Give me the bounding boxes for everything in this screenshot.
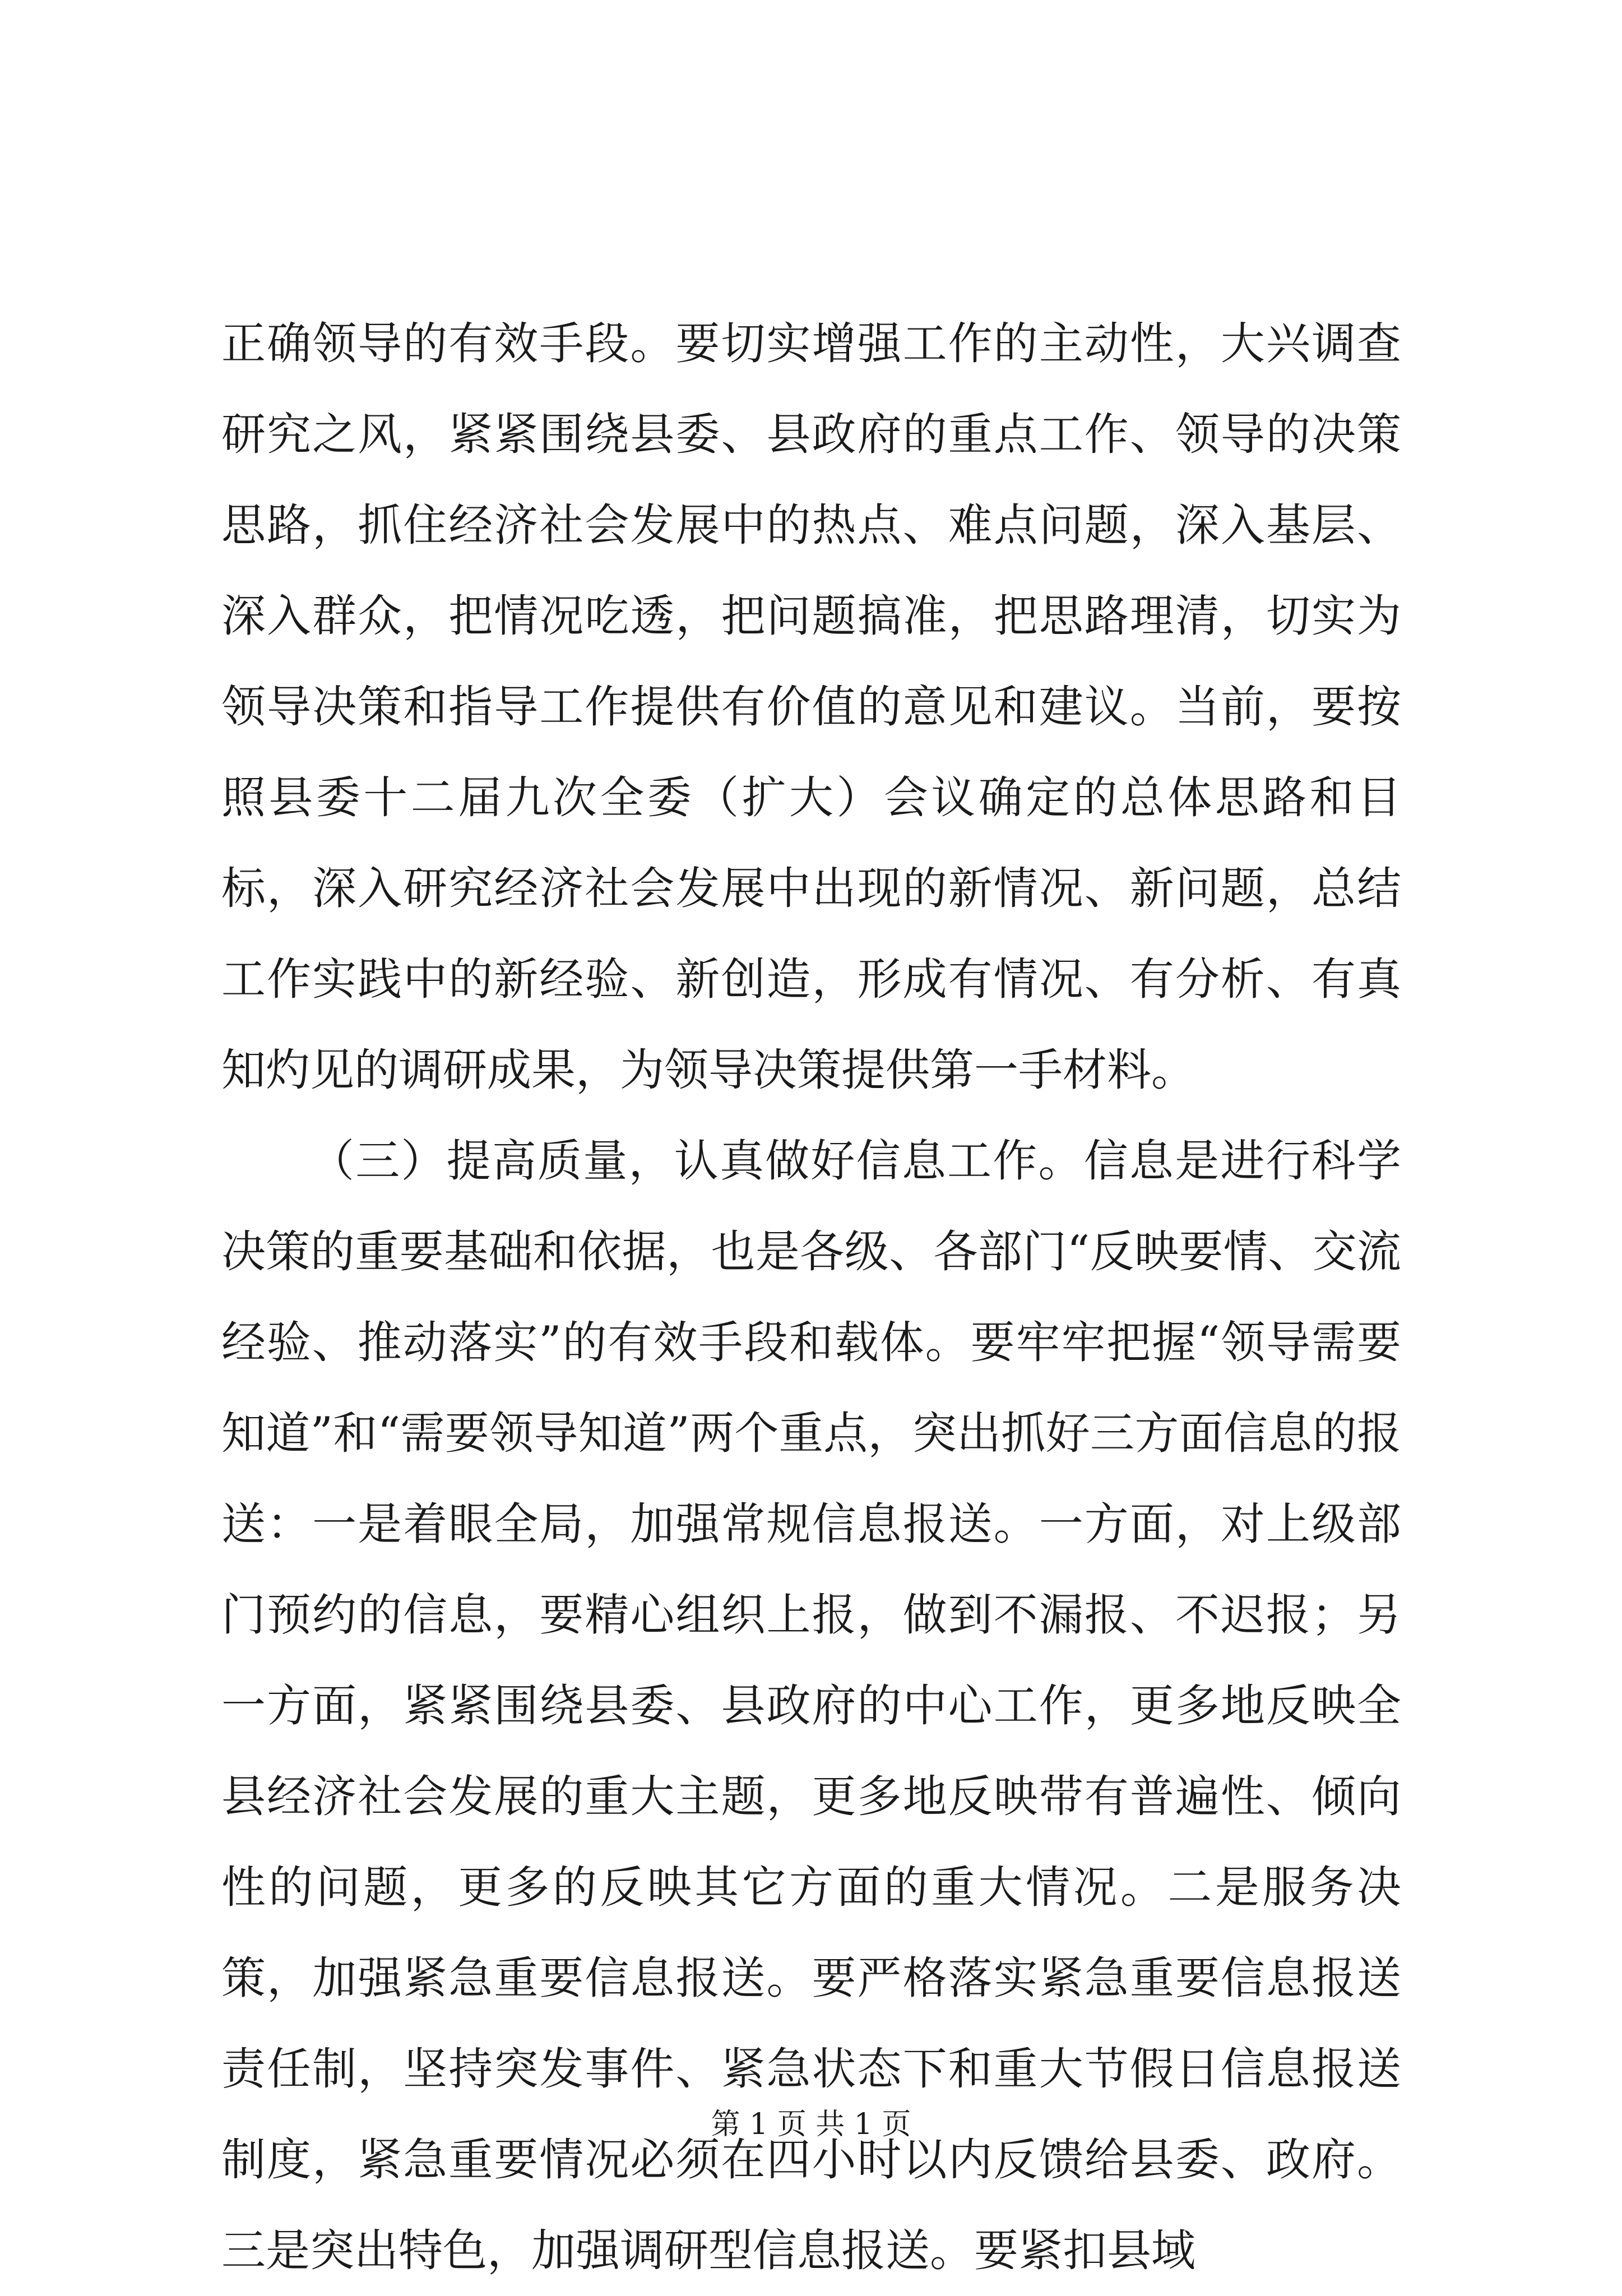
document-body [221, 298, 1401, 2296]
paragraph-2: （三）提高质量，认真做好信息工作。信息是进行科学决策的重要基础和依据，也是各级、各部门“反映要情、交流经验、推动落实”的有效手段和载体。要牢牢把握“领导需要知道”和“需要领导知道”两个重点，突出抓好三方面信息的报送：一是着眼全局，加强常规信息报送。一方面，对上级部门预约的信息，要精心组织上报，做到不漏报、不迟报；另一方面，紧紧围绕县委、县政府的中心工作，更多地反映全县经济社会发展的重大主题，更多地反映带有普遍性、倾向性的问题，更多的反映其它方面的重大情况。二是服务决策，加强紧急重要信息报送。要严格落实紧急重要信息报送责任制，坚持突发事件、紧急状态下和重大节假日信息报送制度，紧急重要情况必须在四小时以内反馈给县委、政府。三是突出特色，加强调研型信息报送。要紧扣县域 [221, 1135, 1401, 2276]
page-footer: 第 1 页 共 1 页 [711, 2108, 911, 2141]
paragraph-1: 正确领导的有效手段。要切实增强工作的主动性，大兴调查研究之风，紧紧围绕县委、县政府的重点工作、领导的决策思路，抓住经济社会发展中的热点、难点问题，深入基层、深入群众，把情况吃透，把问题搞准，把思路理清，切实为领导决策和指导工作提供有价值的意见和建议。当前，要按照县委十二届九次全委（扩大）会议确定的总体思路和目标，深入研究经济社会发展中出现的新情况、新问题，总结工作实践中的新经验、新创造，形成有情况、有分析、有真知灼见的调研成果，为领导决策提供第一手材料。 [221, 318, 1401, 1096]
